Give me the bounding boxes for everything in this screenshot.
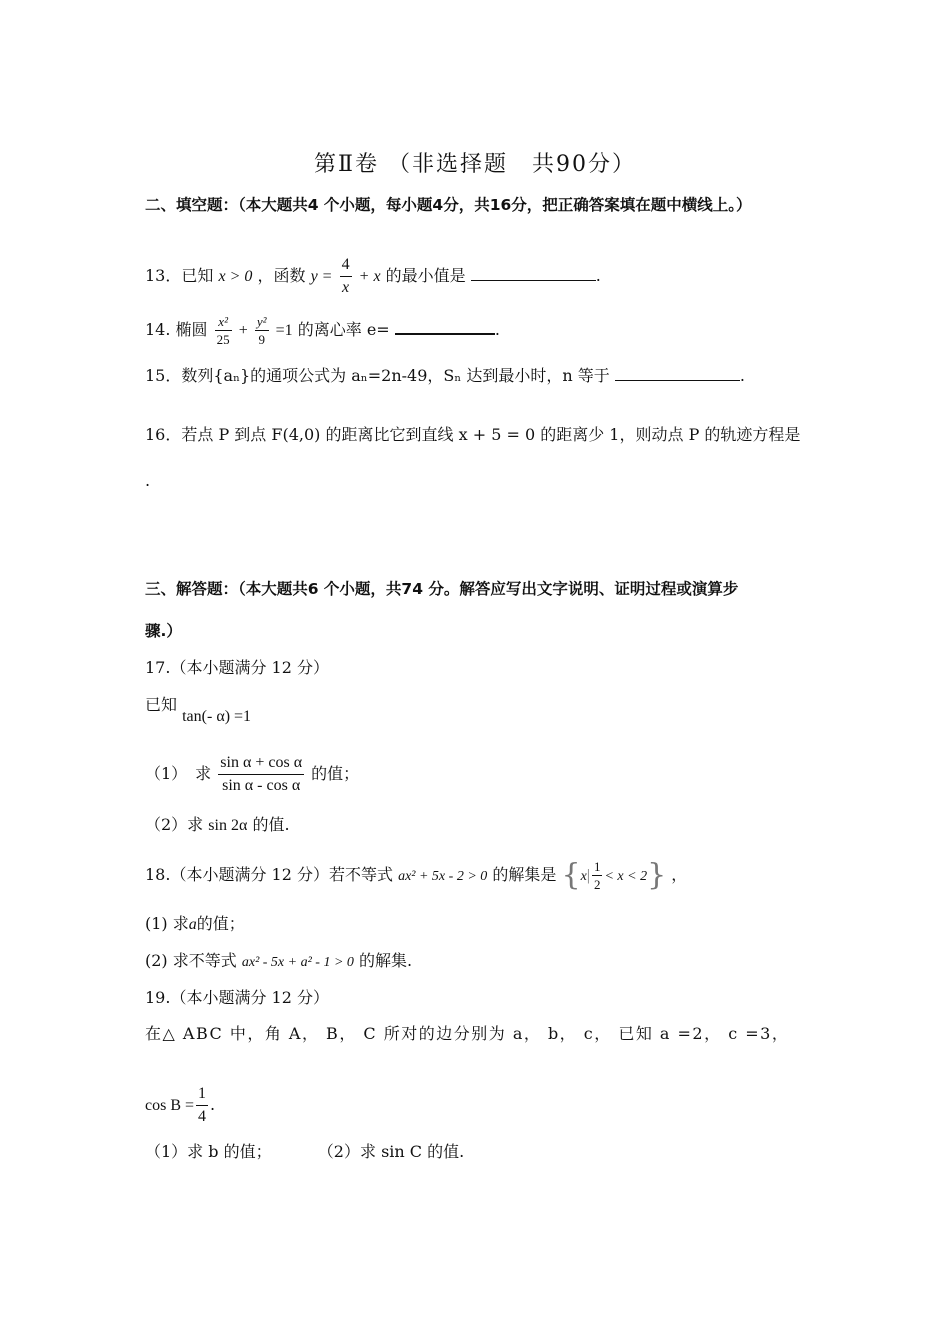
q17-expression: tan(- α) =1 [182,708,252,725]
q13-y: y = [310,268,333,285]
q14-answer-blank [395,317,495,335]
q18-half-fraction: $\frac{1}{2}$ [593,859,601,892]
question-14: 14. 椭圆 $\frac{\text{x²}}{25}$ + $\frac{\text{y²}}{9}$ =1 的离心率 e= . [145,314,500,347]
q13-post: 的最小值是 [385,266,466,285]
q19-part-1: （1）求 b 的值； [145,1142,272,1161]
q19-body: 在△ ABC 中，角 A， B， C 所对的边分别为 a， b， c， 已知 a =2， c =3， [145,1024,790,1043]
q14-fraction-y: $\frac{\text{y²}}{9}$ [256,314,267,347]
q16-end: . [145,471,151,490]
q13-plus: + x [358,268,381,285]
q18-part-2: (2) 求不等式 ax² - 5x + a² - 1 > 0 的解集. [145,951,413,970]
q19-quarter-fraction: $\frac{1}{4}$ [198,1085,207,1125]
q17-sin2a: sin 2α [208,817,248,834]
q18-part-1: (1) 求a的值； [145,914,245,933]
q18-inequality-2: ax² - 5x + a² - 1 > 0 [241,955,354,970]
q13-prefix: 13．已知 [145,266,214,285]
question-13: 13．已知 x > 0 ，函数 y = $\frac{4}{x}$ + x 的最小值是 . [145,254,601,299]
q14-prefix: 14. 椭圆 [145,320,208,339]
q13-fraction: $\frac{4}{x}$ [341,256,350,296]
q17-given: 已知 tan(- α) =1 [145,695,252,725]
q13-condition: x > 0 [218,268,253,285]
q17-part-1: （1） 求 $\frac{\text{sin α + cos α}}{\text{sin α - cos α}}$ 的值； [145,752,359,797]
q13-mid: ，函数 [257,266,306,285]
q19-header: 19.（本小题满分 12 分） [145,988,329,1007]
q17-part-2: （2）求 sin 2α 的值. [145,815,290,834]
q17-fraction: $\frac{\text{sin α + cos α}}{\text{sin α - cos α}}$ [220,754,303,794]
q15-text: 15．数列{aₙ}的通项公式为 aₙ=2n-49，Sₙ 达到最小时，n 等于 [145,366,610,385]
q13-answer-blank [471,264,596,281]
question-15: 15．数列{aₙ}的通项公式为 aₙ=2n-49，Sₙ 达到最小时，n 等于 . [145,366,745,385]
section-solve-heading: 三、解答题：（本大题共6 个小题，共74 分。解答应写出文字说明、证明过程或演算步 [145,580,739,598]
q18-inequality: ax² + 5x - 2 > 0 [398,869,488,884]
q15-answer-blank [615,364,740,381]
page-title: 第Ⅱ卷 （非选择题 共90分） [314,152,636,177]
section-fill-in-heading: 二、填空题：（本大题共4 个小题，每小题4分，共16分，把正确答案填在题中横线上。） [145,196,752,214]
q14-equals: =1 [275,322,293,339]
q17-header: 17.（本小题满分 12 分） [145,658,329,677]
section-solve-heading-cont: 骤.） [145,622,182,640]
q14-fraction-x: $\frac{\text{x²}}{25}$ [216,314,230,347]
question-16: 16．若点 P 到点 F(4,0) 的距离比它到直线 x + 5 = 0 的距离少 1，则动点 P 的轨迹方程是 [145,425,801,444]
q19-parts [145,1141,464,1163]
q14-post: 的离心率 e= [297,320,390,339]
question-18: 18.（本小题满分 12 分）若不等式 ax² + 5x - 2 > 0 的解集是 {x| $\frac{1}{2}$ < x < 2} ， [145,857,688,893]
q19-part-2: （2）求 sin C 的值. [317,1142,465,1161]
q19-cos: cos B = $\frac{1}{4}$ . [145,1083,215,1128]
